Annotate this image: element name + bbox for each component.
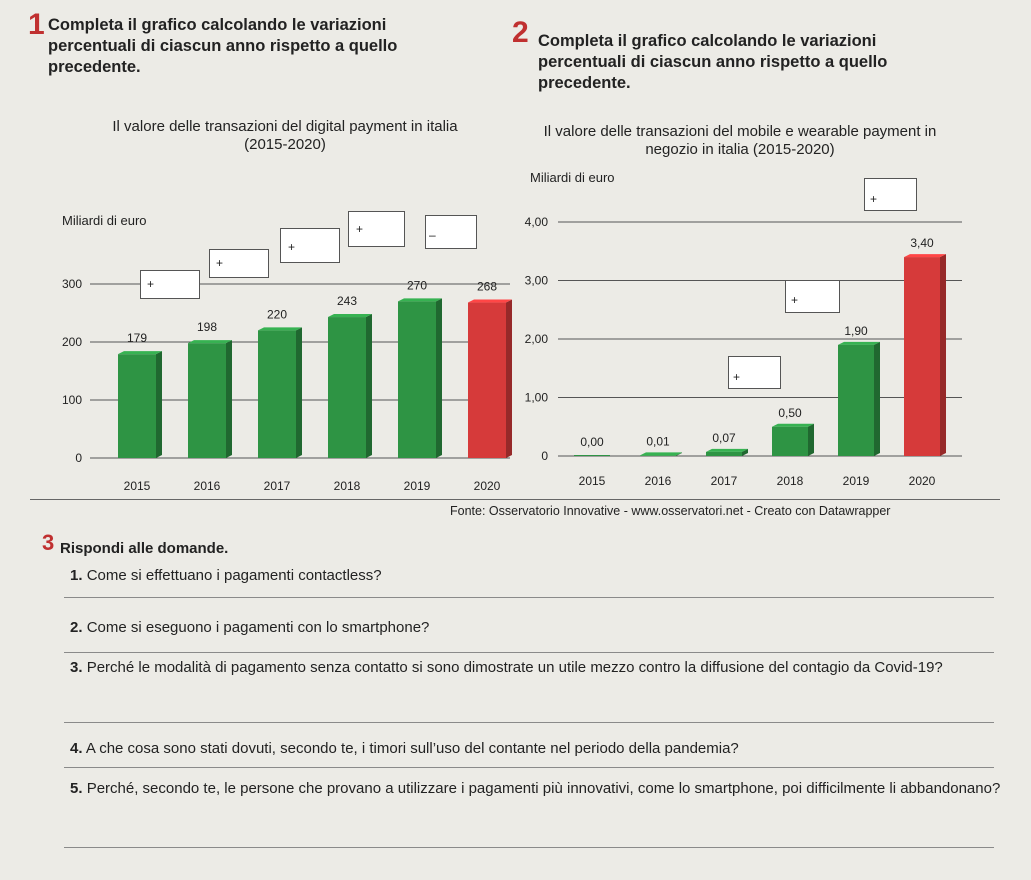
chart1-y-tick-label: 200	[61, 335, 82, 349]
chart1-value-label: 179	[126, 331, 148, 346]
chart1-value-label: 198	[196, 320, 218, 335]
answer-sign-mobile-2020: +	[870, 192, 878, 206]
question-2: 2. Come si eseguono i pagamenti con lo smartphone?	[70, 619, 430, 636]
chart2-x-tick-label: 2015	[578, 474, 606, 488]
exercise-2-title: Completa il grafico calcolando le variazioni percentuali di ciascun anno rispetto a quello precedente.	[538, 32, 888, 92]
chart1-y-tick-label: 300	[61, 277, 82, 291]
exercise-1-number: 1	[28, 8, 45, 41]
chart2-bar	[640, 455, 676, 456]
question-3: 3. Perché le modalità di pagamento senza contatto si sono dimostrate un utile mezzo contro la diffusione del contagio da Covid-19?	[70, 659, 943, 676]
chart-2-unit-label: Miliardi di euro	[530, 170, 615, 185]
answer-sign-mobile-2018: +	[733, 370, 741, 384]
chart1-x-tick-label: 2020	[473, 479, 501, 493]
answer-sign-2018: +	[288, 240, 296, 254]
chart-source: Fonte: Osservatorio Innovative - www.osservatori.net - Creato con Datawrapper	[450, 504, 891, 518]
chart2-value-label: 0,50	[778, 405, 802, 420]
chart2-x-tick-label: 2016	[644, 474, 672, 488]
chart1-x-tick-label: 2019	[403, 479, 431, 493]
chart-2-title: Il valore delle transazioni del mobile e wearable payment in negozio in italia (2015-2020)	[543, 123, 937, 158]
chart2-bar-side	[808, 424, 814, 456]
chart2-bar	[706, 452, 742, 456]
chart2-bar-top	[838, 342, 880, 345]
chart2-bar-top	[706, 449, 748, 452]
question-5: 5. Perché, secondo te, le persone che provano a utilizzare i pagamenti più innovativi, come lo smartphone, poi difficilmente li abbandonano?	[70, 780, 1001, 797]
answer-line-4[interactable]	[64, 767, 994, 768]
chart1-value-label: 220	[266, 307, 288, 322]
chart2-value-label: 3,40	[910, 236, 934, 251]
chart1-x-tick-label: 2016	[193, 479, 221, 493]
chart2-x-tick-label: 2020	[908, 474, 936, 488]
chart1-x-tick-label: 2018	[333, 479, 361, 493]
chart2-x-tick-label: 2019	[842, 474, 870, 488]
chart2-y-tick-label: 2,00	[524, 332, 548, 346]
chart2-value-label: 0,01	[646, 434, 670, 449]
answer-sign-2016: +	[147, 277, 155, 291]
answer-sign-2019: +	[356, 222, 364, 236]
questions-title: Rispondi alle domande.	[60, 540, 229, 557]
chart1-x-tick-label: 2015	[123, 479, 151, 493]
chart2-y-tick-label: 4,00	[524, 215, 548, 229]
chart2-y-tick-label: 3,00	[524, 273, 548, 288]
chart-1-unit-label: Miliardi di euro	[62, 213, 147, 228]
chart2-bar-side	[940, 254, 946, 456]
answer-sign-2020: –	[429, 228, 436, 242]
chart2-x-tick-label: 2017	[710, 474, 738, 488]
chart1-value-label: 270	[406, 278, 428, 293]
answer-line-3[interactable]	[64, 722, 994, 723]
chart2-bar	[772, 427, 808, 456]
chart1-y-tick-label: 100	[61, 393, 82, 407]
chart2-bar-top	[904, 254, 946, 257]
answer-sign-mobile-2019: +	[791, 293, 799, 307]
exercise-1-title: Completa il grafico calcolando le variazioni percentuali di ciascun anno rispetto a quello precedente.	[48, 16, 398, 76]
answer-line-5[interactable]	[64, 847, 994, 848]
chart2-bar	[904, 257, 940, 456]
chart2-bar	[838, 345, 874, 456]
answer-line-1[interactable]	[64, 597, 994, 598]
question-1: 1. Come si effettuano i pagamenti contactless?	[70, 567, 382, 584]
question-4: 4. A che cosa sono stati dovuti, secondo te, i timori sull’uso del contante nel periodo della pandemia?	[70, 740, 739, 757]
chart2-value-label: 0,07	[712, 430, 736, 445]
chart2-bar	[574, 455, 610, 456]
chart2-y-tick-label: 0	[541, 449, 548, 463]
chart-1-title: Il valore delle transazioni del digital payment in italia (2015-2020)	[112, 118, 458, 153]
chart1-x-tick-label: 2017	[263, 479, 291, 493]
answer-line-2[interactable]	[64, 652, 994, 653]
chart2-bar-top	[640, 452, 682, 455]
charts-frame-bottom	[30, 499, 1000, 500]
exercise-2-number: 2	[512, 16, 529, 49]
chart2-y-tick-label: 1,00	[524, 390, 548, 405]
chart2-x-tick-label: 2018	[776, 474, 804, 488]
exercise-3-number: 3	[42, 530, 55, 555]
chart2-value-label: 1,90	[844, 323, 868, 338]
chart1-value-label: 243	[336, 294, 358, 309]
chart2-value-label: 0,00	[580, 435, 604, 449]
chart1-y-tick-label: 0	[75, 451, 82, 465]
chart1-value-label: 268	[476, 279, 498, 294]
answer-sign-2017: +	[216, 256, 224, 270]
chart2-bar-top	[772, 424, 814, 427]
chart2-bar-side	[874, 342, 880, 456]
